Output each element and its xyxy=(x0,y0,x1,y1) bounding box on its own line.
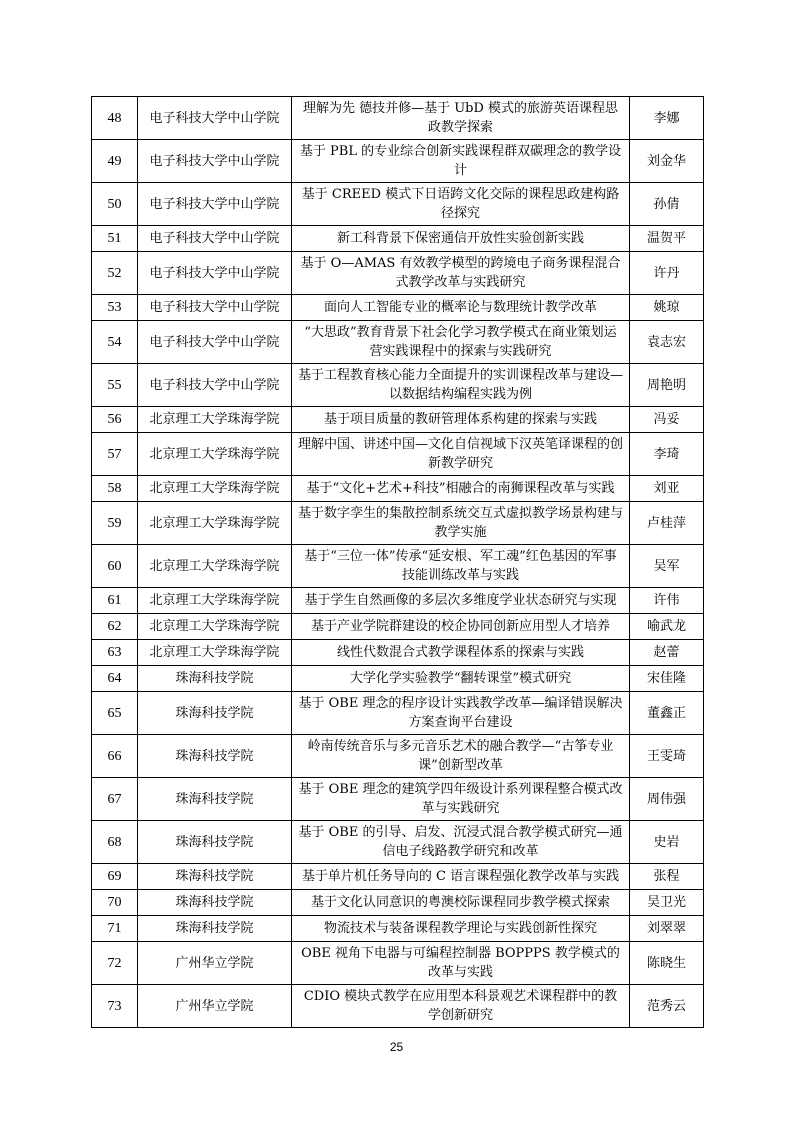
project-title-cell: 线性代数混合式教学课程体系的探索与实践 xyxy=(292,640,630,666)
leader-name-cell: 刘翠翠 xyxy=(630,916,704,942)
row-number-cell: 60 xyxy=(92,545,138,588)
leader-name-cell: 许伟 xyxy=(630,588,704,614)
table-row xyxy=(92,252,704,295)
table-row xyxy=(92,588,704,614)
project-title-cell: 基于 OBE 理念的建筑学四年级设计系列课程整合模式改革与实践研究 xyxy=(292,778,630,821)
project-title-cell: CDIO 模块式教学在应用型本科景观艺术课程群中的教学创新研究 xyxy=(292,985,630,1028)
school-cell: 珠海科技学院 xyxy=(138,864,292,890)
project-title-cell: 基于“文化+艺术+科技”相融合的南狮课程改革与实践 xyxy=(292,476,630,502)
project-title-cell: 基于学生自然画像的多层次多维度学业状态研究与实现 xyxy=(292,588,630,614)
project-title-cell: 新工科背景下保密通信开放性实验创新实践 xyxy=(292,226,630,252)
school-cell: 广州华立学院 xyxy=(138,985,292,1028)
project-title-cell: 大学化学实验教学“翻转课堂”模式研究 xyxy=(292,666,630,692)
table-row xyxy=(92,183,704,226)
school-cell: 电子科技大学中山学院 xyxy=(138,252,292,295)
project-title-cell: 基于 OBE 的引导、启发、沉浸式混合教学模式研究—通信电子线路教学研究和改革 xyxy=(292,821,630,864)
school-cell: 电子科技大学中山学院 xyxy=(138,226,292,252)
school-cell: 北京理工大学珠海学院 xyxy=(138,502,292,545)
leader-name-cell: 吴军 xyxy=(630,545,704,588)
school-cell: 北京理工大学珠海学院 xyxy=(138,614,292,640)
table-row xyxy=(92,407,704,433)
project-table-container xyxy=(91,96,703,1028)
project-title-cell: 理解中国、讲述中国—文化自信视域下汉英笔译课程的创新教学研究 xyxy=(292,433,630,476)
project-title-cell: 基于“三位一体”传承“延安根、军工魂”红色基因的军事技能训练改革与实践 xyxy=(292,545,630,588)
table-row xyxy=(92,916,704,942)
project-title-cell: 基于数字孪生的集散控制系统交互式虚拟教学场景构建与教学实施 xyxy=(292,502,630,545)
row-number-cell: 50 xyxy=(92,183,138,226)
table-row xyxy=(92,295,704,321)
table-row xyxy=(92,640,704,666)
row-number-cell: 51 xyxy=(92,226,138,252)
row-number-cell: 64 xyxy=(92,666,138,692)
school-cell: 电子科技大学中山学院 xyxy=(138,295,292,321)
project-title-cell: 理解为先 德技并修—基于 UbD 模式的旅游英语课程思政教学探索 xyxy=(292,97,630,140)
table-row xyxy=(92,433,704,476)
project-title-cell: 基于 OBE 理念的程序设计实践教学改革—编译错误解决方案查询平台建设 xyxy=(292,692,630,735)
leader-name-cell: 卢桂萍 xyxy=(630,502,704,545)
school-cell: 珠海科技学院 xyxy=(138,666,292,692)
row-number-cell: 66 xyxy=(92,735,138,778)
table-row xyxy=(92,942,704,985)
school-cell: 电子科技大学中山学院 xyxy=(138,321,292,364)
leader-name-cell: 李琦 xyxy=(630,433,704,476)
row-number-cell: 58 xyxy=(92,476,138,502)
school-cell: 北京理工大学珠海学院 xyxy=(138,545,292,588)
table-row xyxy=(92,821,704,864)
school-cell: 珠海科技学院 xyxy=(138,821,292,864)
table-row xyxy=(92,666,704,692)
table-row xyxy=(92,778,704,821)
table-row xyxy=(92,140,704,183)
row-number-cell: 62 xyxy=(92,614,138,640)
leader-name-cell: 董鑫正 xyxy=(630,692,704,735)
project-title-cell: 基于 CREED 模式下日语跨文化交际的课程思政建构路径探究 xyxy=(292,183,630,226)
row-number-cell: 71 xyxy=(92,916,138,942)
leader-name-cell: 范秀云 xyxy=(630,985,704,1028)
row-number-cell: 68 xyxy=(92,821,138,864)
row-number-cell: 72 xyxy=(92,942,138,985)
leader-name-cell: 许丹 xyxy=(630,252,704,295)
school-cell: 北京理工大学珠海学院 xyxy=(138,640,292,666)
leader-name-cell: 孙倩 xyxy=(630,183,704,226)
leader-name-cell: 张程 xyxy=(630,864,704,890)
project-title-cell: 基于文化认同意识的粤澳校际课程同步教学模式探索 xyxy=(292,890,630,916)
table-row xyxy=(92,476,704,502)
leader-name-cell: 周伟强 xyxy=(630,778,704,821)
school-cell: 电子科技大学中山学院 xyxy=(138,364,292,407)
row-number-cell: 69 xyxy=(92,864,138,890)
project-title-cell: 基于工程教育核心能力全面提升的实训课程改革与建设—以数据结构编程实践为例 xyxy=(292,364,630,407)
row-number-cell: 56 xyxy=(92,407,138,433)
project-title-cell: OBE 视角下电器与可编程控制器 BOPPPS 教学模式的改革与实践 xyxy=(292,942,630,985)
school-cell: 电子科技大学中山学院 xyxy=(138,97,292,140)
leader-name-cell: 刘金华 xyxy=(630,140,704,183)
row-number-cell: 63 xyxy=(92,640,138,666)
leader-name-cell: 王雯琦 xyxy=(630,735,704,778)
row-number-cell: 54 xyxy=(92,321,138,364)
table-row xyxy=(92,614,704,640)
leader-name-cell: 冯妥 xyxy=(630,407,704,433)
school-cell: 北京理工大学珠海学院 xyxy=(138,407,292,433)
school-cell: 北京理工大学珠海学院 xyxy=(138,588,292,614)
project-title-cell: 基于项目质量的教研管理体系构建的探索与实践 xyxy=(292,407,630,433)
school-cell: 电子科技大学中山学院 xyxy=(138,183,292,226)
table-row xyxy=(92,985,704,1028)
project-table-body xyxy=(92,97,704,1028)
leader-name-cell: 喻武龙 xyxy=(630,614,704,640)
project-title-cell: 基于单片机任务导向的 C 语言课程强化教学改革与实践 xyxy=(292,864,630,890)
leader-name-cell: 宋佳隆 xyxy=(630,666,704,692)
leader-name-cell: 李娜 xyxy=(630,97,704,140)
project-title-cell: 基于 O—AMAS 有效教学模型的跨境电子商务课程混合式教学改革与实践研究 xyxy=(292,252,630,295)
leader-name-cell: 姚琼 xyxy=(630,295,704,321)
project-title-cell: 基于 PBL 的专业综合创新实践课程群双碳理念的教学设计 xyxy=(292,140,630,183)
school-cell: 珠海科技学院 xyxy=(138,890,292,916)
project-title-cell: “大思政”教育背景下社会化学习教学模式在商业策划运营实践课程中的探索与实践研究 xyxy=(292,321,630,364)
school-cell: 北京理工大学珠海学院 xyxy=(138,433,292,476)
project-title-cell: 面向人工智能专业的概率论与数理统计教学改革 xyxy=(292,295,630,321)
row-number-cell: 55 xyxy=(92,364,138,407)
school-cell: 珠海科技学院 xyxy=(138,735,292,778)
row-number-cell: 49 xyxy=(92,140,138,183)
leader-name-cell: 刘亚 xyxy=(630,476,704,502)
row-number-cell: 52 xyxy=(92,252,138,295)
table-row xyxy=(92,735,704,778)
leader-name-cell: 温贺平 xyxy=(630,226,704,252)
row-number-cell: 57 xyxy=(92,433,138,476)
leader-name-cell: 陈晓生 xyxy=(630,942,704,985)
table-row xyxy=(92,97,704,140)
leader-name-cell: 袁志宏 xyxy=(630,321,704,364)
row-number-cell: 70 xyxy=(92,890,138,916)
leader-name-cell: 赵蕾 xyxy=(630,640,704,666)
table-row xyxy=(92,364,704,407)
school-cell: 珠海科技学院 xyxy=(138,778,292,821)
row-number-cell: 59 xyxy=(92,502,138,545)
school-cell: 电子科技大学中山学院 xyxy=(138,140,292,183)
table-row xyxy=(92,321,704,364)
table-row xyxy=(92,890,704,916)
row-number-cell: 48 xyxy=(92,97,138,140)
table-row xyxy=(92,502,704,545)
table-row xyxy=(92,545,704,588)
table-row xyxy=(92,864,704,890)
row-number-cell: 67 xyxy=(92,778,138,821)
table-row xyxy=(92,226,704,252)
leader-name-cell: 吴卫光 xyxy=(630,890,704,916)
row-number-cell: 53 xyxy=(92,295,138,321)
row-number-cell: 61 xyxy=(92,588,138,614)
school-cell: 北京理工大学珠海学院 xyxy=(138,476,292,502)
table-row xyxy=(92,692,704,735)
project-title-cell: 物流技术与装备课程教学理论与实践创新性探究 xyxy=(292,916,630,942)
row-number-cell: 65 xyxy=(92,692,138,735)
project-table xyxy=(91,96,704,1028)
page-number: 25 xyxy=(389,1040,404,1054)
leader-name-cell: 周艳明 xyxy=(630,364,704,407)
school-cell: 广州华立学院 xyxy=(138,942,292,985)
school-cell: 珠海科技学院 xyxy=(138,916,292,942)
school-cell: 珠海科技学院 xyxy=(138,692,292,735)
leader-name-cell: 史岩 xyxy=(630,821,704,864)
row-number-cell: 73 xyxy=(92,985,138,1028)
project-title-cell: 岭南传统音乐与多元音乐艺术的融合教学—“古筝专业课”创新型改革 xyxy=(292,735,630,778)
project-title-cell: 基于产业学院群建设的校企协同创新应用型人才培养 xyxy=(292,614,630,640)
